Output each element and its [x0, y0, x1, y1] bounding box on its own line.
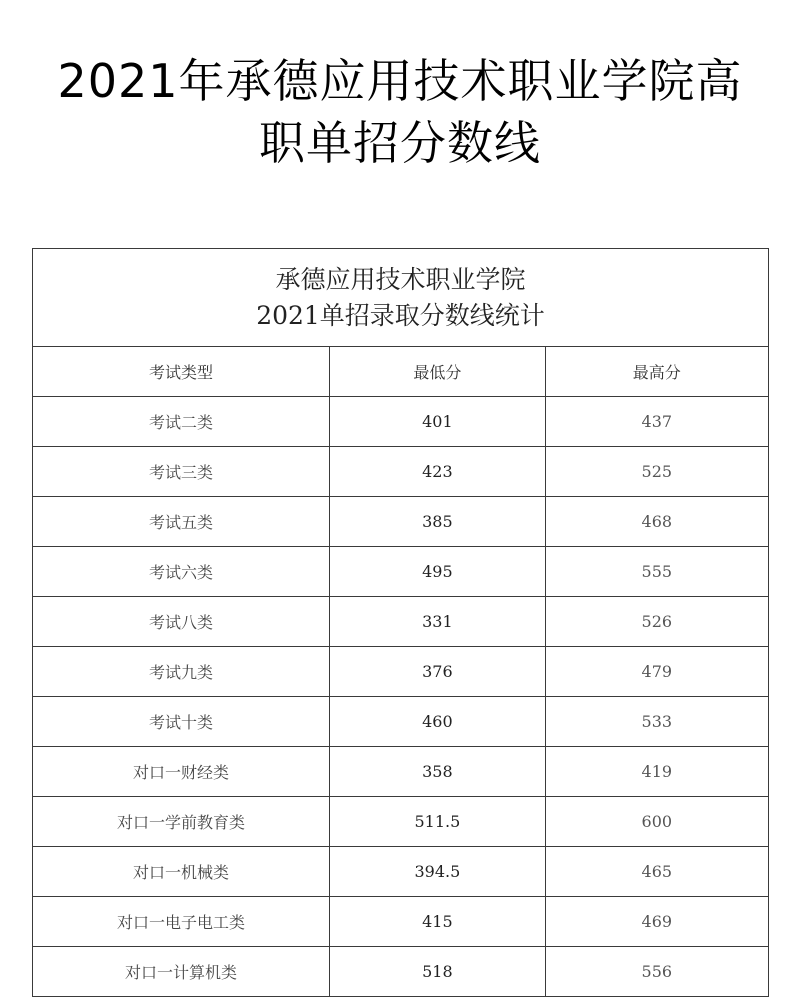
max-score-cell: 555 — [545, 547, 768, 597]
exam-type-cell: 考试十类 — [33, 697, 330, 747]
exam-type-cell: 对口一电子电工类 — [33, 897, 330, 947]
page-title-line-1: 2021年承德应用技术职业学院高 — [57, 54, 743, 108]
max-score-cell: 465 — [545, 847, 768, 897]
max-score-cell: 556 — [545, 947, 768, 997]
max-score-cell: 437 — [545, 397, 768, 447]
max-score-cell: 600 — [545, 797, 768, 847]
min-score-cell: 358 — [330, 747, 545, 797]
table-row — [33, 847, 769, 897]
table-row — [33, 947, 769, 997]
table-row — [33, 397, 769, 447]
table-caption-line-2: 2021单招录取分数线统计 — [256, 300, 545, 330]
table-caption-row — [33, 249, 769, 347]
table-row — [33, 797, 769, 847]
header-max-score: 最高分 — [545, 347, 768, 397]
min-score-cell: 511.5 — [330, 797, 545, 847]
exam-type-cell: 考试九类 — [33, 647, 330, 697]
max-score-cell: 479 — [545, 647, 768, 697]
table-header-row — [33, 347, 769, 397]
exam-type-cell: 考试六类 — [33, 547, 330, 597]
min-score-cell: 401 — [330, 397, 545, 447]
min-score-cell: 415 — [330, 897, 545, 947]
table-row — [33, 547, 769, 597]
exam-type-cell: 考试五类 — [33, 497, 330, 547]
header-min-score: 最低分 — [330, 347, 545, 397]
min-score-cell: 376 — [330, 647, 545, 697]
max-score-cell: 526 — [545, 597, 768, 647]
min-score-cell: 423 — [330, 447, 545, 497]
min-score-cell: 331 — [330, 597, 545, 647]
table-row — [33, 647, 769, 697]
header-exam-type: 考试类型 — [33, 347, 330, 397]
page-title — [0, 50, 800, 174]
table-row — [33, 747, 769, 797]
exam-type-cell: 考试三类 — [33, 447, 330, 497]
exam-type-cell: 对口一学前教育类 — [33, 797, 330, 847]
min-score-cell: 495 — [330, 547, 545, 597]
max-score-cell: 533 — [545, 697, 768, 747]
exam-type-cell: 对口一财经类 — [33, 747, 330, 797]
max-score-cell: 469 — [545, 897, 768, 947]
exam-type-cell: 考试二类 — [33, 397, 330, 447]
score-table — [32, 248, 769, 997]
table-row — [33, 597, 769, 647]
max-score-cell: 525 — [545, 447, 768, 497]
table-row — [33, 497, 769, 547]
table-caption-line-1: 承德应用技术职业学院 — [275, 264, 526, 294]
table-row — [33, 447, 769, 497]
max-score-cell: 468 — [545, 497, 768, 547]
page-title-line-2: 职单招分数线 — [259, 116, 541, 170]
min-score-cell: 460 — [330, 697, 545, 747]
exam-type-cell: 对口一计算机类 — [33, 947, 330, 997]
table-caption — [33, 249, 769, 347]
min-score-cell: 518 — [330, 947, 545, 997]
table-row — [33, 697, 769, 747]
max-score-cell: 419 — [545, 747, 768, 797]
table-row — [33, 897, 769, 947]
min-score-cell: 385 — [330, 497, 545, 547]
exam-type-cell: 考试八类 — [33, 597, 330, 647]
exam-type-cell: 对口一机械类 — [33, 847, 330, 897]
min-score-cell: 394.5 — [330, 847, 545, 897]
